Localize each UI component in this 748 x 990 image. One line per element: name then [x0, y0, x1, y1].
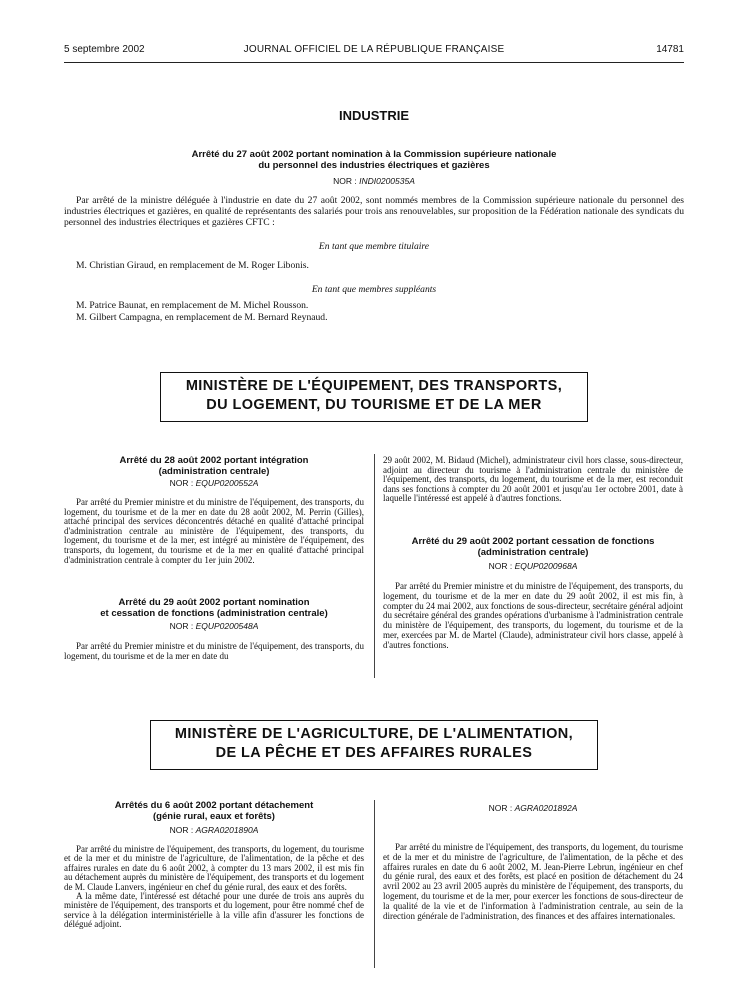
- titulaire-list: [76, 260, 676, 272]
- arrete-title-line: Arrêté du 29 août 2002 portant cessation de fonctions: [411, 536, 655, 547]
- nor-reference: [64, 176, 684, 187]
- arrete-title-line: Arrêté du 29 août 2002 portant nomination: [118, 597, 310, 608]
- nor-label: NOR :: [169, 621, 194, 631]
- arrete-title-line: (administration centrale): [158, 465, 270, 477]
- titulaire-heading: En tant que membre titulaire: [318, 241, 430, 252]
- nor-reference: [64, 825, 364, 836]
- issue-date: 5 septembre 2002: [64, 44, 145, 55]
- arrete-title-line: Arrêté du 28 août 2002 portant intégration: [119, 455, 309, 466]
- nor-code: EQUP0200548A: [195, 621, 259, 631]
- nor-reference: [64, 478, 364, 489]
- arrete-title-detachement: [64, 801, 364, 822]
- paragraph: Par arrêté du Premier ministre et du ministre de l'équipement, des transports, du logement, du tourisme et de la mer en date du 28 août 2002, M. Perrin (Gilles), attaché principal des services déconcentrés détaché en qualité d'attaché principal d'administration centrale au ministère de l'équipement, des transports, du logement, du tourisme et de la mer, est intégré au ministère de l'équipement, des transports, du logement, du tourisme et de la mer en qualité d'attaché principal d'administration centrale à compter du 1er juin 2002.: [64, 497, 364, 565]
- page-number: 14781: [656, 44, 684, 55]
- nor-code: AGRA0201892A: [514, 803, 578, 813]
- nor-label: NOR :: [169, 478, 194, 488]
- detachement-body: [64, 845, 364, 930]
- suppleants-list: [76, 300, 676, 323]
- nor-reference: [64, 621, 364, 632]
- nor-reference: [383, 561, 683, 572]
- nor-label: NOR :: [488, 561, 513, 571]
- paragraph: Par arrêté de la ministre déléguée à l'industrie en date du 27 août 2002, sont nommés membres de la Commission supérieure nationale du personnel des industries électriques et gazières, en qualité de représentants des salariés pour trois ans renouvelables, sur proposition de la Fédération nationale des syndicats du personnel des industries électriques et gazières CFTC :: [64, 195, 684, 228]
- list-item: M. Christian Giraud, en remplacement de M. Roger Libonis.: [76, 260, 309, 271]
- nomination-body-continued: [383, 456, 683, 504]
- suppleants-heading: En tant que membres suppléants: [311, 284, 437, 295]
- paragraph: A la même date, l'intéressé est détaché pour une durée de trois ans auprès du ministère de l'équipement, des transports et du logement, pour être nommé chef de service à la délégation interministérielle à la ville afin d'assurer les fonctions de délégué adjoint.: [64, 891, 364, 930]
- journal-title: JOURNAL OFFICIEL DE LA RÉPUBLIQUE FRANÇAISE: [243, 44, 505, 55]
- paragraph: Par arrêté du ministre de l'équipement, des transports, du logement, du tourisme et de la mer et du ministre de l'agriculture, de l'alimentation, de la pêche et des affaires rurales en date du 6 août 2002, M. Jean-Pierre Lebrun, ingénieur en chef du génie rural, des eaux et des forêts, est placé en position de détachement du 24 avril 2002 au 23 avril 2005 auprès du ministère de l'équipement, des transports, du logement, du tourisme et de la mer, pour exercer les fonctions de sous-directeur de la qualité de la vie et de l'information à l'administration centrale, au sein de la direction générale de l'administration, des finances et des affaires internationales.: [383, 842, 683, 921]
- section-heading-industrie: INDUSTRIE: [338, 108, 410, 123]
- nor-label: NOR :: [488, 803, 513, 813]
- arrete-title-industrie: [64, 150, 684, 171]
- page-header: [64, 44, 684, 60]
- nor-code: INDI0200535A: [359, 176, 415, 186]
- arrete-title-line: du personnel des industries électriques et gazières: [258, 159, 490, 171]
- arrete-title-nomination: [64, 598, 364, 619]
- integration-body: [64, 498, 364, 565]
- header-rule: [64, 62, 684, 63]
- paragraph: Par arrêté du Premier ministre et du ministre de l'équipement, des transports, du logement, du tourisme et de la mer en date du: [64, 641, 364, 661]
- ministry-box-line: DE LA PÊCHE ET DES AFFAIRES RURALES: [215, 745, 533, 761]
- ministry-box-agriculture: [150, 720, 598, 770]
- nor-label: NOR :: [333, 176, 357, 186]
- nor-code: EQUP0200968A: [514, 561, 578, 571]
- paragraph: 29 août 2002, M. Bidaud (Michel), administrateur civil hors classe, sous-directeur, adjoint au directeur du tourisme à l'administration centrale du ministère de l'équipement, des transports, du logement, du tourisme et de la mer, est reconduit dans ses fonctions à compter du 20 août 2001 et jusqu'au 1er octobre 2001, date à laquelle l'intéressé est appelé à d'autres fonctions.: [383, 455, 683, 504]
- arrete-title-line: (génie rural, eaux et forêts): [153, 810, 275, 822]
- ministry-box-line: DU LOGEMENT, DU TOURISME ET DE LA MER: [206, 397, 542, 413]
- nor-code: EQUP0200552A: [195, 478, 259, 488]
- nor-reference: [383, 803, 683, 814]
- list-item: M. Gilbert Campagna, en remplacement de M. Bernard Reynaud.: [76, 311, 328, 323]
- arrete-title-integration: [64, 456, 364, 477]
- cessation-body: [383, 582, 683, 651]
- ministry-box-line: MINISTÈRE DE L'AGRICULTURE, DE L'ALIMENTATION,: [174, 726, 574, 742]
- nomination-body: [64, 642, 364, 662]
- arrete-title-line: Arrêtés du 6 août 2002 portant détachement: [114, 800, 314, 811]
- detachement-lebrun-body: [383, 843, 683, 921]
- paragraph: Par arrêté du ministre de l'équipement, des transports, du logement, du tourisme et de la mer et du ministre de l'agriculture, de l'alimentation, de la pêche et des affaires rurales en date du 6 août 2002, à compter du 13 mars 2002, il est mis fin au détachement auprès du ministère de l'équipement, des transports et du logement de M. Claude Lanvers, ingénieur en chef du génie rural, des eaux et des forêts.: [64, 844, 364, 892]
- column-divider: [374, 800, 375, 968]
- arrete-title-line: Arrêté du 27 août 2002 portant nomination à la Commission supérieure nationale: [191, 149, 557, 160]
- nor-label: NOR :: [169, 825, 194, 835]
- arrete-title-line: (administration centrale): [477, 546, 589, 558]
- list-item: M. Patrice Baunat, en remplacement de M. Michel Rousson.: [76, 300, 309, 311]
- ministry-box-equipement: [160, 372, 588, 422]
- paragraph: Par arrêté du Premier ministre et du ministre de l'équipement, des transports, du logement, du tourisme et de la mer en date du 29 août 2002, il est mis fin, à compter du 24 mai 2002, aux fonctions de sous-directeur, secrétaire général adjoint du secrétaire général des grandes opérations d'urbanisme à l'administration centrale du ministère de l'équipement, des transports, du logement, du tourisme et de la mer, exercées par M. de Martel (Claude), administrateur civil hors classe, appelé à d'autres fonctions.: [383, 581, 683, 650]
- column-divider: [374, 454, 375, 678]
- arrete-title-line: et cessation de fonctions (administration centrale): [100, 607, 328, 619]
- industrie-body: [64, 196, 684, 228]
- nor-code: AGRA0201890A: [195, 825, 259, 835]
- arrete-title-cessation: [383, 537, 683, 558]
- ministry-box-line: MINISTÈRE DE L'ÉQUIPEMENT, DES TRANSPORTS,: [185, 378, 563, 394]
